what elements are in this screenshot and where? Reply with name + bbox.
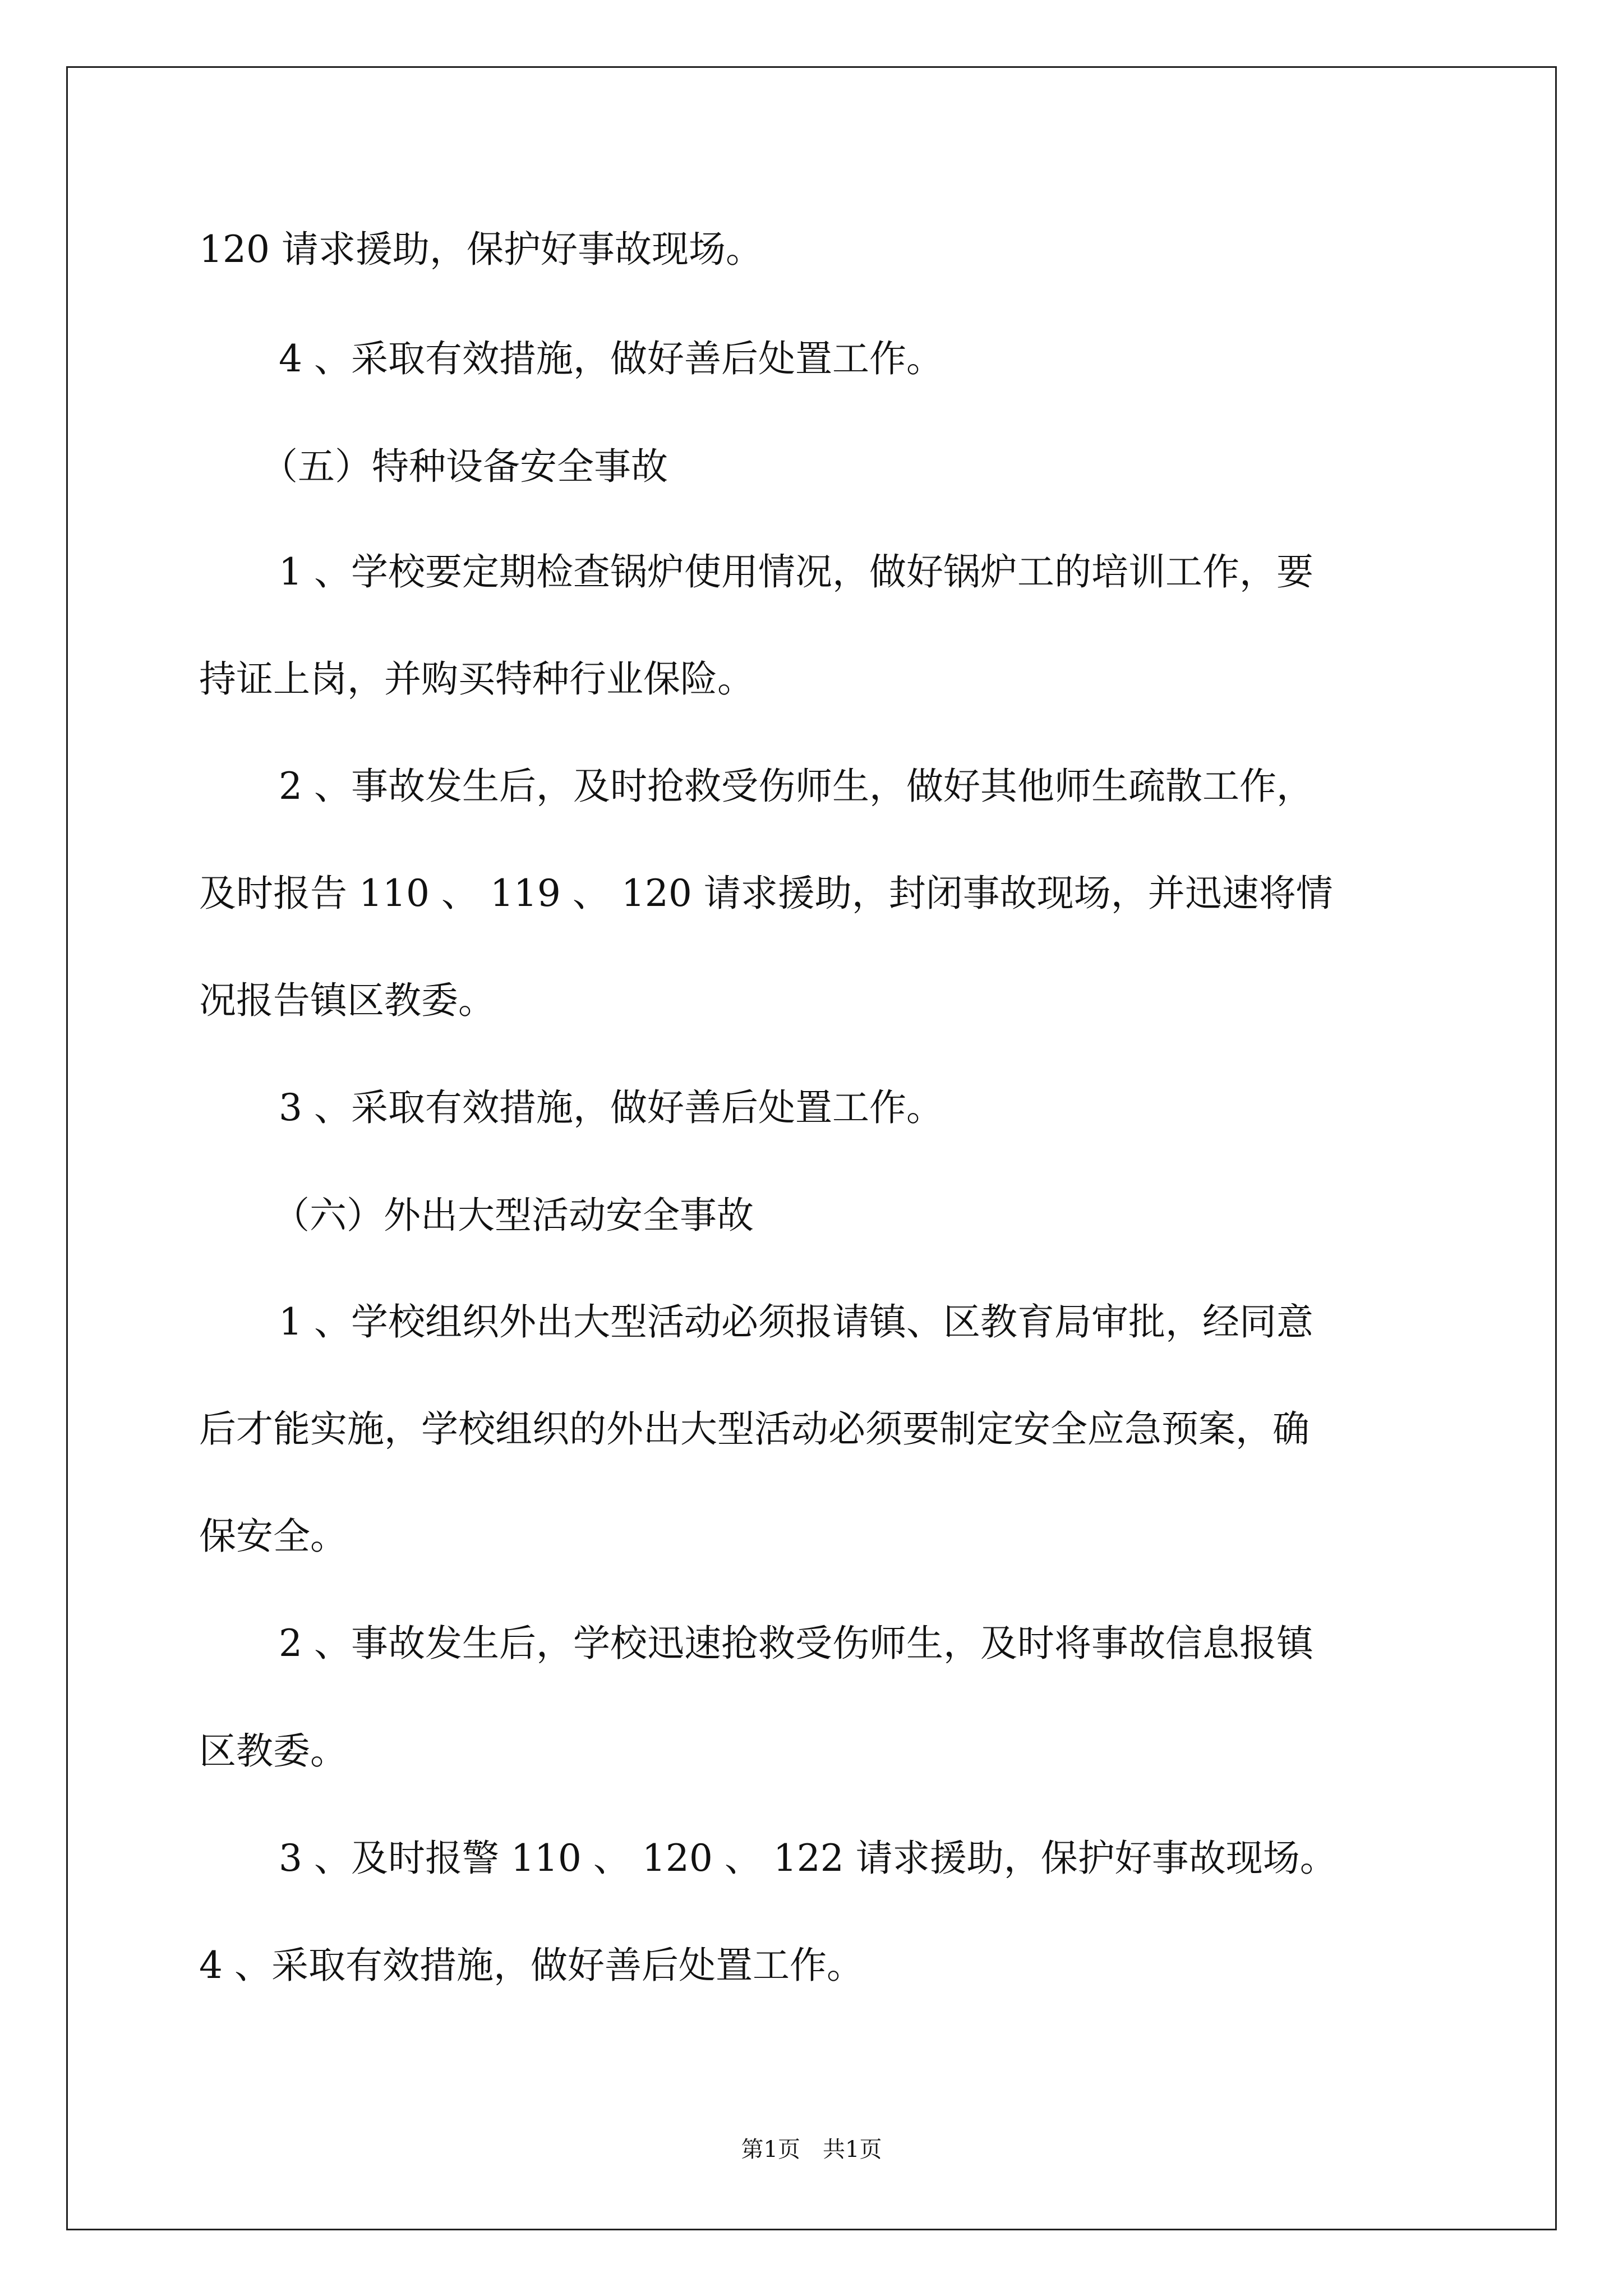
page-border (66, 66, 1557, 2230)
text-line: 120 请求援助，保护好事故现场。 (199, 228, 763, 271)
section-heading: （五）特种设备安全事故 (261, 445, 668, 488)
text-line: 1 、学校要定期检查锅炉使用情况，做好锅炉工的培训工作，要 (279, 550, 1313, 593)
text-line: 4 、采取有效措施，做好善后处置工作。 (279, 337, 943, 380)
text-line: 3 、及时报警 110 、 120 、 122 请求援助，保护好事故现场。 (279, 1837, 1337, 1880)
text-line: 后才能实施，学校组织的外出大型活动必须要制定安全应急预案，确 (199, 1407, 1310, 1451)
text-line: 4 、采取有效措施，做好善后处置工作。 (199, 1944, 864, 1987)
text-line: 持证上岗，并购买特种行业保险。 (199, 657, 754, 701)
text-line: 保安全。 (199, 1515, 347, 1558)
page-footer: 第1页 共1页 (741, 2137, 882, 2162)
text-line: 1 、学校组织外出大型活动必须报请镇、区教育局审批，经同意 (279, 1300, 1313, 1343)
text-line: 及时报告 110 、 119 、 120 请求援助，封闭事故现场，并迅速将情 (199, 872, 1333, 915)
text-line: 2 、事故发生后，学校迅速抢救受伤师生，及时将事故信息报镇 (279, 1622, 1313, 1665)
text-line: 2 、事故发生后，及时抢救受伤师生，做好其他师生疏散工作， (279, 765, 1313, 808)
text-line: 区教委。 (199, 1729, 347, 1773)
text-line: 况报告镇区教委。 (199, 979, 495, 1022)
section-heading: （六）外出大型活动安全事故 (273, 1194, 754, 1237)
text-line: 3 、采取有效措施，做好善后处置工作。 (279, 1086, 943, 1129)
